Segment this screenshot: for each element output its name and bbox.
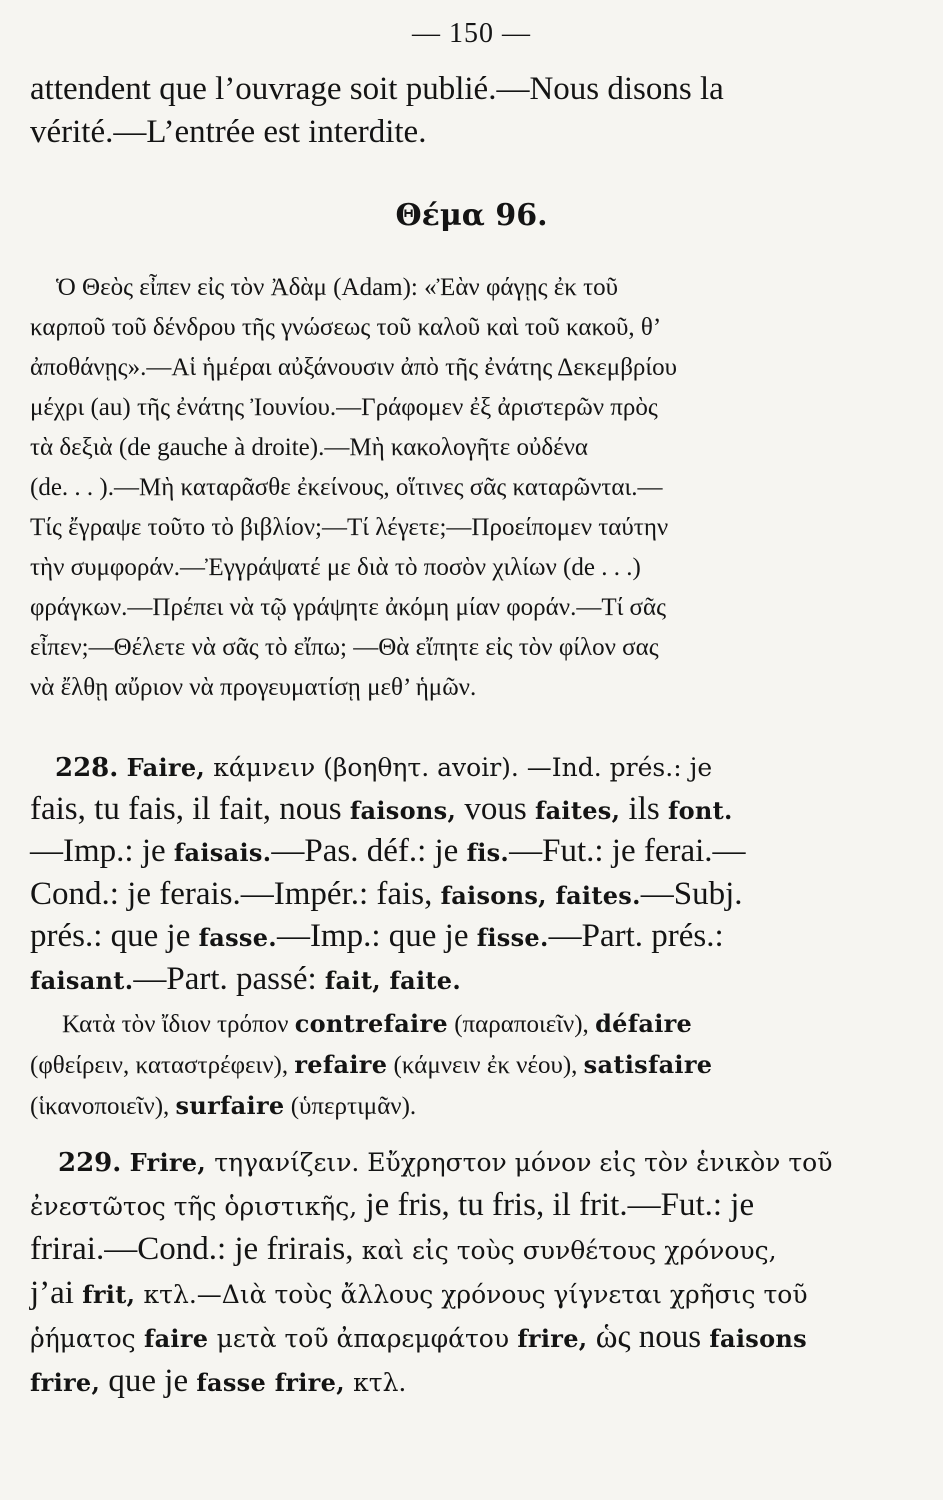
theme-line: (de. . . ).—Μὴ καταρᾶσθε ἐκείνους, οἵτινες σᾶς καταρῶνται.—: [30, 474, 663, 501]
s229-text: ῥήματος: [30, 1324, 136, 1353]
s228-form: fait, faite.: [324, 965, 462, 995]
theme-line: Τίς ἔγραψε τοῦτο τὸ βιβλίον;—Τί λέγετε;—Προείπομεν ταύτην: [30, 514, 669, 541]
theme-paragraph: [30, 268, 886, 708]
s229-text: ὡς nous: [595, 1319, 702, 1355]
s228-text: vous: [464, 790, 527, 827]
intro-line-1: attendent que l’ouvrage soit publié.—Nous disons la: [30, 71, 724, 107]
s229-headword: Frire,: [129, 1148, 207, 1177]
kata-line-2: [30, 1045, 886, 1086]
s229-form: faire: [143, 1324, 209, 1353]
s229-line-3: [30, 1228, 886, 1272]
s228-line-4: [30, 874, 886, 917]
s228-line-1: [30, 746, 886, 789]
s228-form: faisons,: [349, 795, 457, 825]
s229-text: ἐνεστῶτος τῆς ὁριστικῆς,: [30, 1192, 358, 1221]
s228-form: fis.: [466, 838, 510, 867]
s229-text: je fris, tu fris, il frit.—Fut.: je: [365, 1187, 755, 1223]
s228-form: faites,: [534, 795, 621, 825]
intro-paragraph: [30, 68, 886, 154]
theme-line: καρποῦ τοῦ δένδρου τῆς γνώσεως τοῦ καλοῦ καὶ τοῦ κακοῦ, θ’: [30, 314, 662, 341]
s228-form: faisais.: [173, 838, 272, 867]
s228-form: font.: [667, 795, 733, 825]
section-228: [30, 746, 886, 1001]
s229-text: κτλ.—Διὰ τοὺς ἄλλους χρόνους γίγνεται χρῆσις τοῦ: [143, 1280, 808, 1309]
s228-line-1-rest: κάμνειν (βοηθητ. avoir). —Ind. prés.: je: [213, 753, 713, 782]
s229-line-1: [30, 1140, 886, 1184]
s228-line-3: [30, 831, 886, 874]
theme-line: εἶπεν;—Θέλετε νὰ σᾶς τὸ εἴπω; —Θὰ εἴπητε εἰς τὸν φίλον σας: [30, 634, 659, 661]
s229-form: frire,: [517, 1324, 588, 1353]
theme-line: ἀποθάνῃς».—Αἱ ἡμέραι αὐξάνουσιν ἀπὸ τῆς ἐνάτης Δεκεμβρίου: [30, 354, 678, 381]
s229-form: frire,: [30, 1368, 101, 1397]
kata-paragraph: [30, 1004, 886, 1127]
s228-text: —Fut.: je ferai.—: [509, 833, 746, 869]
s229-line-2: [30, 1184, 886, 1228]
s229-text: μετὰ τοῦ ἀπαρεμφάτου: [216, 1324, 510, 1353]
kata-verb: contrefaire: [294, 1009, 448, 1038]
s229-form: faisons: [709, 1324, 807, 1353]
s229-text: que je: [108, 1363, 189, 1399]
s228-form: faisant.: [30, 965, 134, 995]
s228-number: 228.: [55, 753, 119, 783]
s228-text: —Part. prés.:: [548, 918, 724, 954]
s229-text: καὶ εἰς τοὺς συνθέτους χρόνους,: [361, 1236, 777, 1265]
s229-line-4: [30, 1272, 886, 1316]
s229-line-6: [30, 1360, 886, 1404]
s228-text: prés.: que je: [30, 918, 191, 954]
s228-text: —Pas. déf.: je: [271, 833, 459, 869]
kata-text: (ὑπερτιμᾶν).: [290, 1093, 417, 1120]
s228-text: —Imp.: que je: [276, 918, 469, 954]
kata-text: (φθείρειν, καταστρέφειν),: [30, 1052, 289, 1079]
kata-line-1: [30, 1004, 886, 1045]
s229-number: 229.: [58, 1148, 122, 1178]
s229-text: κτλ.: [353, 1368, 407, 1397]
s228-text: fais, tu fais, il fait, nous: [30, 790, 342, 827]
theme-line: τὴν συμφοράν.—Ἐγγράψατέ με διὰ τὸ ποσὸν χιλίων (de . . .): [30, 554, 641, 581]
s229-text: τηγανίζειν. Εὔχρηστον μόνον εἰς τὸν ἑνικὸν τοῦ: [214, 1148, 833, 1177]
theme-line: τὰ δεξιὰ (de gauche à droite).—Μὴ κακολογῆτε οὐδένα: [30, 434, 589, 461]
theme-heading: Θέμα 96.: [395, 198, 548, 233]
kata-text: (ἱκανοποιεῖν),: [30, 1093, 170, 1120]
kata-text: Κατὰ τὸν ἴδιον τρόπον: [62, 1011, 289, 1038]
s229-text: j’ai: [30, 1275, 74, 1311]
kata-verb: défaire: [595, 1009, 693, 1038]
s228-text: —Subj.: [640, 875, 743, 912]
s228-text: ils: [628, 790, 660, 827]
kata-text: (κάμνειν ἐκ νέου),: [393, 1052, 578, 1079]
kata-verb: refaire: [294, 1050, 388, 1079]
intro-line-2: vérité.—L’entrée est interdite.: [30, 114, 427, 150]
s228-text: —Part. passé:: [133, 960, 317, 997]
section-229: [30, 1140, 886, 1404]
s228-line-2: [30, 789, 886, 832]
kata-verb: satisfaire: [583, 1050, 713, 1079]
theme-line: Ὁ Θεὸς εἶπεν εἰς τὸν Ἀδὰμ (Adam): «Ἐὰν φάγῃς ἐκ τοῦ: [56, 274, 619, 301]
s228-headword: Faire,: [126, 753, 206, 782]
s228-form: fasse.: [198, 923, 277, 952]
s229-form: frit,: [82, 1280, 136, 1309]
theme-line: μέχρι (au) τῆς ἐνάτης Ἰουνίου.—Γράφομεν ἐξ ἀριστερῶν πρὸς: [30, 394, 658, 421]
theme-line: φράγκων.—Πρέπει νὰ τῷ γράψητε ἀκόμη μίαν φοράν.—Τί σᾶς: [30, 594, 667, 621]
s228-text: —Imp.: je: [30, 833, 166, 869]
s228-line-6: [30, 959, 886, 1002]
page-number: — 150 —: [412, 18, 531, 49]
kata-line-3: [30, 1086, 886, 1127]
s228-line-5: [30, 916, 886, 959]
s228-form: fisse.: [476, 923, 549, 952]
theme-line: νὰ ἔλθῃ αὔριον νὰ προγευματίσῃ μεθ’ ἡμῶν.: [30, 674, 477, 701]
s229-form: fasse frire,: [196, 1368, 345, 1397]
s229-line-5: [30, 1316, 886, 1360]
s228-text: Cond.: je ferais.—Impér.: fais,: [30, 875, 433, 912]
s228-form: faisons, faites.: [440, 880, 641, 910]
s229-text: frirai.—Cond.: je frirais,: [30, 1231, 354, 1267]
kata-verb: surfaire: [175, 1091, 285, 1120]
kata-text: (παραποιεῖν),: [454, 1011, 589, 1038]
